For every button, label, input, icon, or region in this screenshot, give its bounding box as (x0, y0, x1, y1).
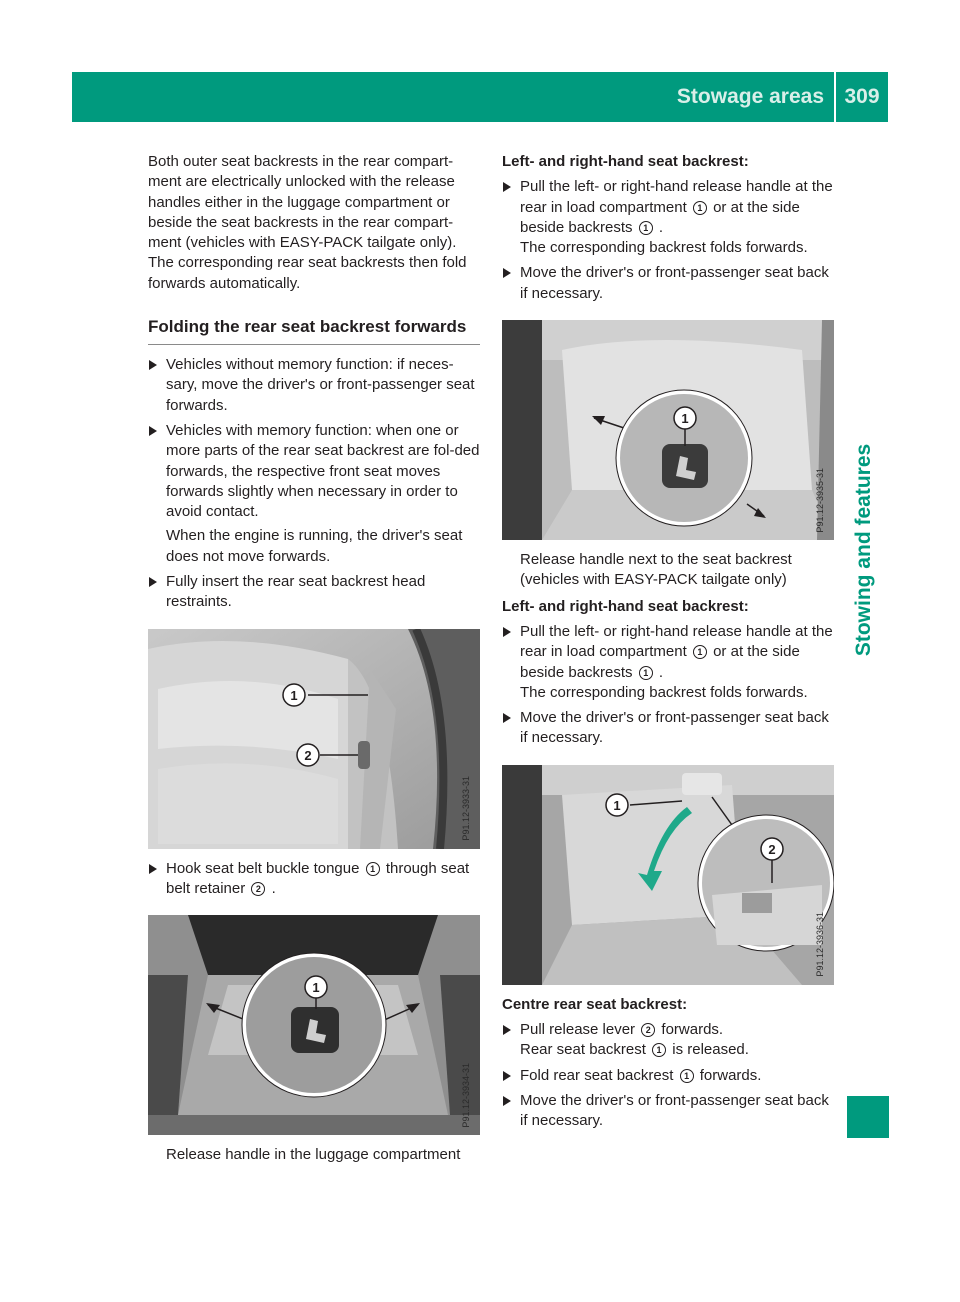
figure-centre-release-lever (502, 765, 834, 985)
instruction-step (502, 1091, 834, 1132)
step-result: The corresponding backrest folds forwards. (520, 239, 808, 257)
subheading: Centre rear seat backrest: (502, 995, 688, 1013)
callout-2-icon: 2 (641, 1023, 655, 1037)
figure-luggage-release-handle (148, 915, 480, 1135)
luggage-release-handle-illustration (148, 915, 480, 1135)
instruction-step (502, 708, 834, 749)
figure-caption: Release handle next to the seat backrest (vehicles with EASY-PACK tailgate only) (520, 551, 792, 589)
step-text: Hook seat belt buckle tongue (166, 859, 360, 877)
instruction-step (502, 263, 834, 304)
chapter-tab-label: Stowing and features (852, 443, 875, 657)
instruction-step (502, 622, 834, 703)
callout-1-label: 1 (613, 797, 621, 813)
subheading: Left- and right-hand seat backrest: (502, 153, 749, 170)
step-text: Move the driver's or front-passenger seat back if necessary. (520, 264, 829, 302)
chapter-tab-marker (847, 1096, 889, 1138)
step-text: . (658, 218, 664, 236)
step-text: . (658, 663, 664, 681)
step-text: . (271, 879, 276, 897)
step-text: Pull the left- or right-hand release handle at the rear in load compartment (520, 622, 833, 661)
callout-2-label: 2 (304, 747, 312, 763)
instruction-step (502, 1020, 834, 1061)
page-number: 309 (844, 85, 880, 108)
step-text: Vehicles without memory function: if neces-sary, move the driver's or front-passenger seat forwards. (166, 356, 475, 414)
callout-1-icon: 1 (639, 666, 653, 680)
figure-code: P91.12-3935-31 (814, 467, 825, 533)
instruction-step (148, 355, 480, 416)
callout-1-icon: 1 (639, 221, 653, 235)
callout-1-icon: 1 (366, 862, 380, 876)
figure-code: P91.12-3934-31 (460, 1062, 471, 1128)
figure-caption: Release handle in the luggage compartment (166, 1146, 461, 1164)
figure-code: P91.12-3936-31 (814, 912, 825, 977)
callout-1-icon: 1 (693, 645, 707, 659)
step-text: or at the side beside backrests (520, 198, 800, 236)
figure-code: P91.12-3933-31 (460, 776, 471, 841)
figure-seat-belt-retainer (148, 629, 480, 849)
instruction-step (148, 421, 480, 522)
callout-1-icon: 1 (652, 1043, 666, 1057)
seat-belt-retainer-illustration (148, 629, 480, 849)
step-arrow-icon (149, 360, 157, 370)
step-arrow-icon (149, 864, 157, 874)
centre-release-lever-illustration (502, 765, 834, 985)
step-text: forwards. (699, 1066, 762, 1084)
callout-1-label: 1 (312, 980, 320, 996)
figure-seat-release-handle (502, 320, 834, 540)
instruction-step (148, 572, 480, 613)
step-arrow-icon (503, 268, 511, 278)
header-bar (72, 72, 888, 122)
section-heading: Folding the rear seat backrest forwards (148, 316, 480, 345)
subheading: Left- and right-hand seat backrest: (502, 597, 749, 615)
step-arrow-icon (503, 1025, 511, 1035)
step-arrow-icon (149, 577, 157, 587)
intro-paragraph: Both outer seat backrests in the rear compart-ment are electrically unlocked with the release handles either in the luggage compartment or beside the seat backrests in the rear compart-ment (vehicles with EASY-PACK tailgate only). The corresponding rear seat backrests then fold forwards automatically. (148, 153, 467, 292)
step-result: is released. (672, 1041, 749, 1059)
step-arrow-icon (503, 713, 511, 723)
left-column (148, 152, 480, 1166)
instruction-step (502, 1066, 834, 1086)
step-result: The corresponding backrest folds forwards. (520, 683, 808, 701)
step-arrow-icon (503, 627, 511, 637)
instruction-step (502, 177, 834, 258)
step-text: Fully insert the rear seat backrest head restraints. (166, 573, 426, 611)
callout-1-label: 1 (290, 687, 298, 703)
section-title: Stowage areas (676, 85, 824, 108)
right-column (502, 152, 834, 1132)
step-arrow-icon (149, 426, 157, 436)
seat-release-handle-illustration (502, 320, 834, 540)
step-arrow-icon (503, 1071, 511, 1081)
step-note: When the engine is running, the driver's seat does not move forwards. (166, 527, 463, 565)
step-text: or at the side beside backrests (520, 643, 800, 681)
callout-1-icon: 1 (680, 1069, 694, 1083)
step-text: Fold rear seat backrest (520, 1066, 674, 1084)
instruction-step (148, 859, 480, 900)
step-text: Pull the left- or right-hand release handle at the rear in load compartment (520, 178, 833, 216)
callout-1-label: 1 (681, 411, 689, 427)
step-text: Move the driver's or front-passenger seat back if necessary. (520, 1091, 829, 1130)
step-result: Rear seat backrest (520, 1041, 646, 1059)
step-text: forwards. (661, 1021, 724, 1039)
step-text: Move the driver's or front-passenger seat back if necessary. (520, 709, 829, 747)
callout-2-label: 2 (768, 841, 776, 857)
step-text: through seat belt retainer (166, 859, 470, 897)
step-text: Pull release lever (520, 1021, 636, 1039)
callout-1-icon: 1 (693, 201, 707, 215)
step-arrow-icon (503, 1096, 511, 1106)
step-text: Vehicles with memory function: when one or more parts of the rear seat backrest are fol-ded forwards, the respective front seat moves forwards slightly when necessary in order to avoid contact. (166, 421, 480, 521)
callout-2-icon: 2 (251, 882, 265, 896)
step-arrow-icon (503, 182, 511, 192)
